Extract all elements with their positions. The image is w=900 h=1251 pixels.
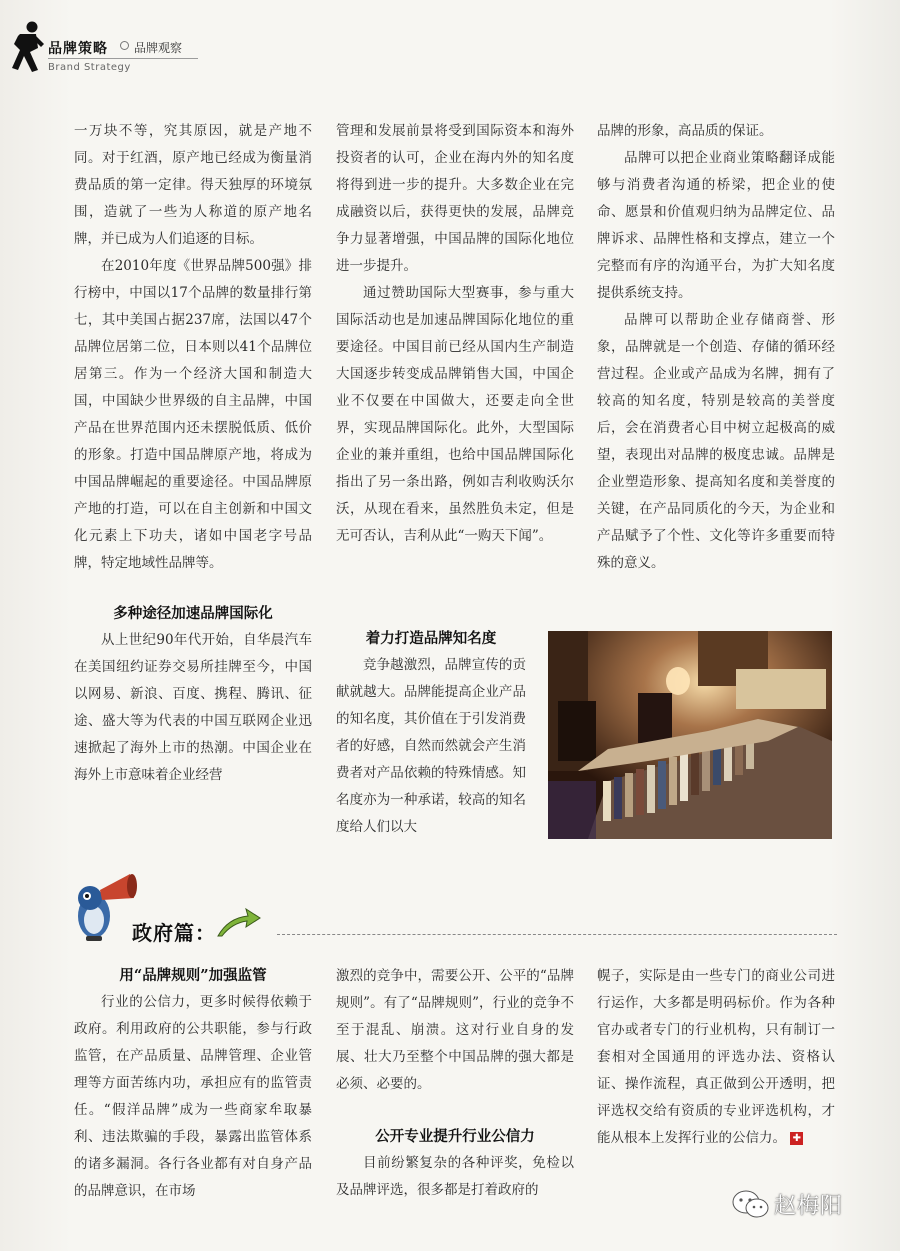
paragraph: 品牌可以帮助企业存储商誉、形象，品牌就是一个创造、存储的循环经营过程。企业或产品成为名牌，拥有了较高的知名度，特别是较高的美誉度后，会在消费者心目中树立起极高的威望，表现出对品牌的极度忠诚。品牌是企业塑造形象、提高知名度和美誉度的关键，在产品同质化的今天，为企业和产品赋予了个性、文化等许多重要而特殊的意义。 (597, 312, 835, 571)
column-2-bottom (336, 963, 574, 1204)
header-divider (48, 58, 198, 59)
section-english-title: Brand Strategy (48, 62, 131, 73)
column-3-bottom (597, 963, 835, 1152)
paragraph: 通过赞助国际大型赛事，参与重大国际活动也是加速品牌国际化地位的重要途径。中国目前已经从国内生产制造大国逐步转变成品牌销售大国，中国企业不仅要在中国做大，还要走向全世界，实现品牌国际化。此外，大型国际企业的兼并重组，也给中国品牌国际化指出了另一条出路，例如吉利收购沃尔沃，从现在看来，虽然胜负未定，但是无可否认，吉利从此“一购天下闻”。 (336, 285, 574, 544)
paragraph: 从上世纪90年代开始，自华晨汽车在美国纽约证券交易所挂牌至今，中国以网易、新浪、百度、携程、腾讯、征途、盛大等为代表的中国互联网企业迅速掀起了海外上市的热潮。中国企业在海外上市意味着企业经营 (74, 632, 312, 783)
section-divider (277, 934, 837, 935)
paragraph: 管理和发展前景将受到国际资本和海外投资者的认可，企业在海内外的知名度将得到进一步的提升。大多数企业在完成融资以后，获得更快的发展，品牌竞争力显著增强，中国品牌的国际化地位进一步提升。 (336, 123, 574, 274)
paragraph: 一万块不等，究其原因，就是产地不同。对于红酒，原产地已经成为衡量消费品质的第一定律。得天独厚的环境氛围，造就了一些为人称道的原产地名牌，并已成为人们追逐的目标。 (74, 123, 312, 247)
paragraph: 在2010年度《世界品牌500强》排行榜中，中国以17个品牌的数量排行第七，其中美国占据237席，法国以47个品牌位居第二位，日本则以41个品牌位居第三。作为一个经济大国和制造大国，中国缺少世界级的自主品牌，中国产品在世界范围内还未摆脱低质、低价的形象。打造中国品牌原产地，将成为中国品牌崛起的重要途径。中国品牌原产地的打造，可以在自主创新和中国文化元素上下功夫，诸如中国老字号品牌，特定地域性品牌等。 (74, 258, 312, 571)
subheading: 用“品牌规则”加强监管 (119, 967, 267, 984)
column-1-bottom (74, 963, 312, 1205)
watermark-text: 赵梅阳 (774, 1194, 844, 1219)
subheading: 多种途径加速品牌国际化 (113, 605, 273, 622)
paragraph: 品牌的形象，高品质的保证。 (597, 123, 773, 139)
paragraph-text: 幌子，实际是由一些专门的商业公司进行运作，大多都是明码标价。作为各种官办或者专门的行业机构，只有制订一套相对全国通用的评选办法、资格认证、操作流程，真正做到公开透明，把评选权交给有资质的专业评选机构，才能从根本上发挥行业的公信力。 (597, 968, 835, 1146)
subheading: 着力打造品牌知名度 (365, 630, 497, 647)
government-section-banner (72, 868, 842, 948)
section-subtitle: 品牌观察 (134, 41, 183, 55)
paragraph: 品牌可以把企业商业策略翻译成能够与消费者沟通的桥梁，把企业的使命、愿景和价值观归纳为品牌定位、品牌诉求、品牌性格和支撑点，建立一个完整而有序的沟通平台，为扩大知名度提供系统支持。 (597, 150, 835, 301)
government-section-title: 政府篇： (132, 921, 216, 945)
section-title: 品牌策略 (48, 41, 108, 57)
watermark (732, 1185, 882, 1225)
green-arrow-icon (216, 906, 262, 940)
column-2 (336, 118, 574, 550)
page-header (8, 18, 208, 78)
bullet-circle-icon (120, 41, 129, 50)
subheading: 公开专业提升行业公信力 (375, 1128, 535, 1145)
paragraph: 竞争越激烈，品牌宣传的贡献就越大。品牌能提高企业产品的知名度，其价值在于引发消费者的好感，自然而然就会产生消费者对产品依赖的特殊情感。知名度亦为一种承诺，较高的知名度给人们以大 (336, 657, 526, 835)
wechat-icon (732, 1189, 770, 1221)
paragraph: 目前纷繁复杂的各种评奖，免检以及品牌评选，很多都是打着政府的 (336, 1155, 574, 1198)
paragraph (597, 963, 835, 1152)
column-3 (597, 118, 835, 577)
article-end-icon: ✚ (790, 1132, 803, 1145)
showroom-photo (548, 631, 832, 839)
column-2-lower (336, 626, 526, 841)
column-1 (74, 118, 312, 789)
paragraph: 行业的公信力，更多时候得依赖于政府。利用政府的公共职能，参与行政监管，在产品质量、品牌管理、企业管理等方面苦练内功，承担应有的监管责任。“假洋品牌”成为一些商家牟取暴利、违法欺骗的手段，暴露出监管体系的诸多漏洞。各行各业都有对自身产品的品牌意识，在市场 (74, 994, 312, 1199)
runner-silhouette-icon (8, 20, 48, 74)
paragraph: 激烈的竞争中，需要公开、公平的“品牌规则”。有了“品牌规则”，行业的竞争不至于混乱、崩溃。这对行业自身的发展、壮大乃至整个中国品牌的强大都是必须、必要的。 (336, 968, 574, 1092)
